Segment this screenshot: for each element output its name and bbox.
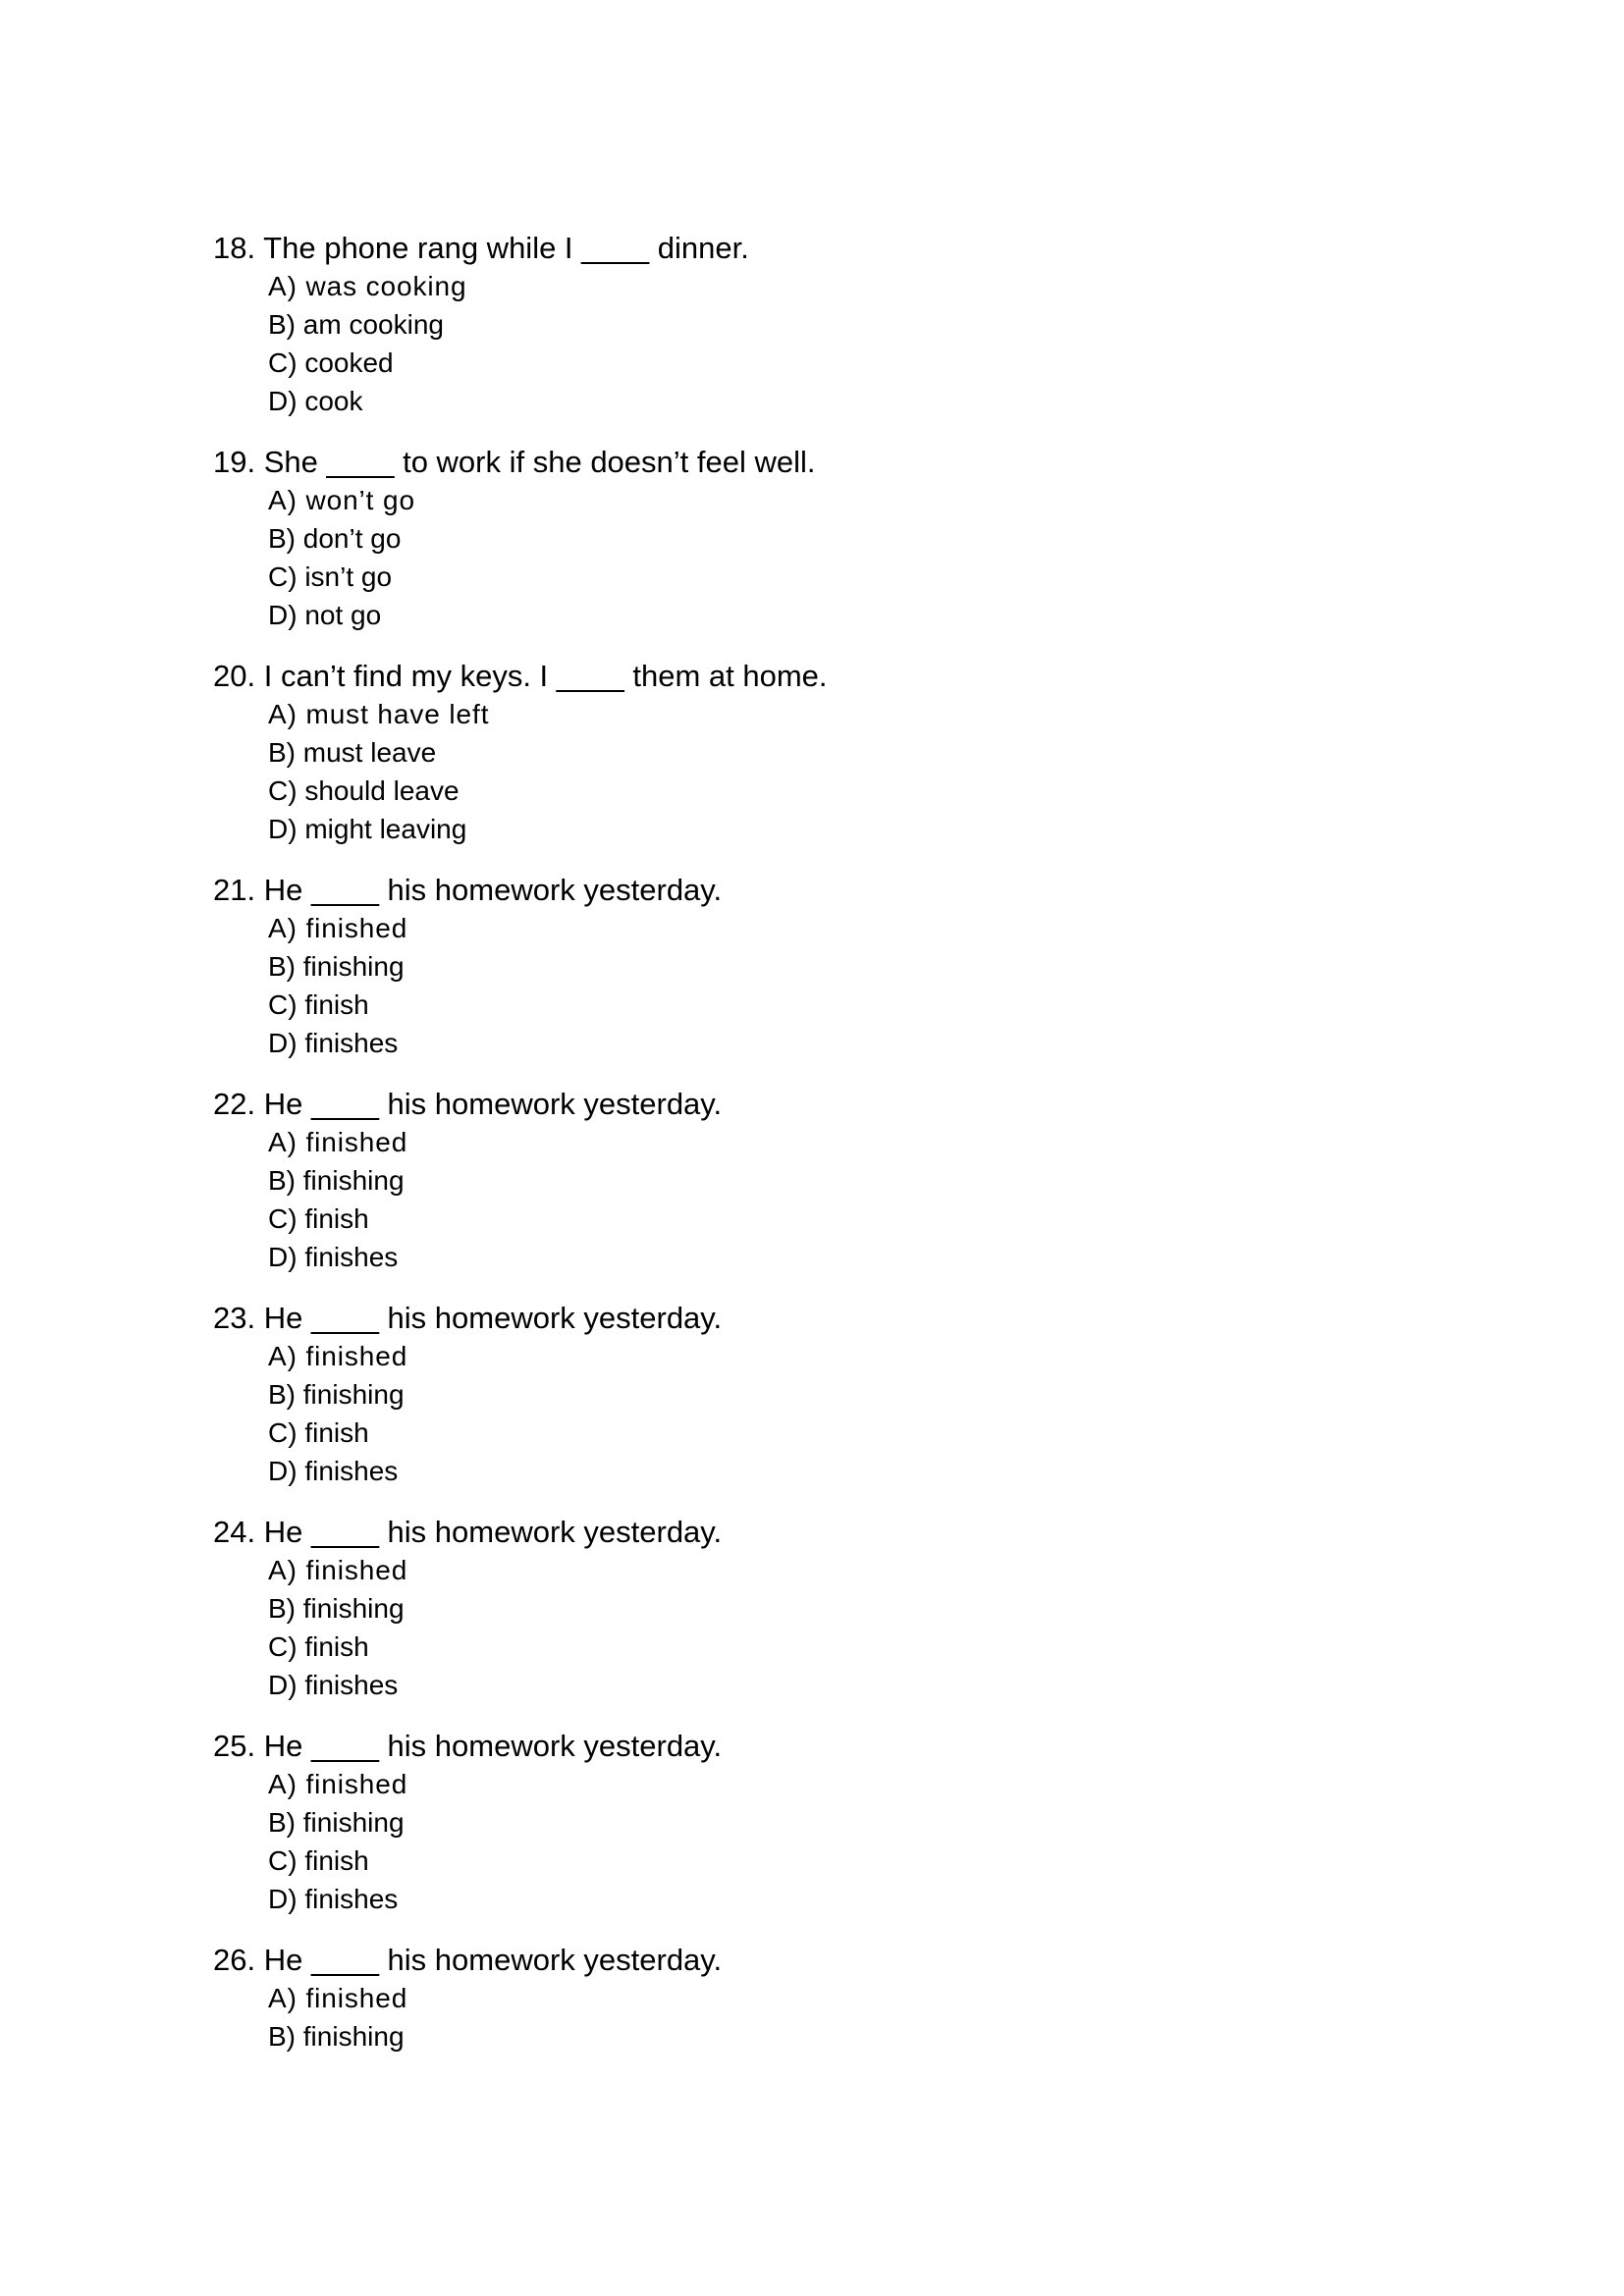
option-b: B) must leave (268, 737, 437, 768)
question-18 (213, 230, 1391, 420)
question-24 (213, 1514, 1391, 1704)
option-b: B) finishing (268, 1165, 405, 1196)
option-c: C) finish (268, 989, 369, 1020)
option-list (213, 695, 1391, 848)
option-d: D) finishes (268, 1242, 399, 1272)
question-22 (213, 1086, 1391, 1276)
option-b: B) am cooking (268, 309, 444, 340)
option-d: D) cook (268, 386, 363, 416)
option-list (213, 267, 1391, 420)
option-a: A) finished (268, 1555, 408, 1585)
question-number: 25. (213, 1729, 256, 1763)
option-d: D) not go (268, 600, 382, 630)
option-c: C) cooked (268, 347, 394, 378)
question-number: 20. (213, 659, 256, 693)
question-text: He ____ his homework yesterday. (263, 873, 723, 907)
question-stem (213, 230, 1391, 267)
option-a: A) finished (268, 913, 408, 943)
question-stem (213, 872, 1391, 909)
option-b: B) finishing (268, 1807, 405, 1838)
question-stem (213, 1086, 1391, 1123)
option-c: C) finish (268, 1417, 369, 1448)
option-a: A) finished (268, 1983, 408, 2013)
option-b: B) finishing (268, 2021, 405, 2052)
question-text: He ____ his homework yesterday. (263, 1943, 723, 1977)
option-c: C) finish (268, 1631, 369, 1662)
question-text: He ____ his homework yesterday. (263, 1087, 723, 1121)
option-list (213, 1337, 1391, 1490)
option-list (213, 1979, 1391, 2056)
question-19 (213, 444, 1391, 634)
question-23 (213, 1300, 1391, 1490)
option-c: C) isn’t go (268, 561, 393, 592)
question-stem (213, 1300, 1391, 1337)
question-number: 26. (213, 1943, 256, 1977)
option-b: B) finishing (268, 951, 405, 982)
question-text: The phone rang while I ____ dinner. (263, 231, 749, 265)
question-21 (213, 872, 1391, 1062)
question-text: He ____ his homework yesterday. (263, 1515, 723, 1549)
question-number: 22. (213, 1087, 256, 1121)
question-number: 19. (213, 445, 256, 479)
option-list (213, 481, 1391, 634)
option-list (213, 1123, 1391, 1276)
option-d: D) might leaving (268, 814, 467, 844)
question-number: 21. (213, 873, 256, 907)
question-text: He ____ his homework yesterday. (263, 1729, 723, 1763)
question-stem (213, 1942, 1391, 1979)
option-a: A) finished (268, 1127, 408, 1157)
option-list (213, 909, 1391, 1062)
option-list (213, 1551, 1391, 1704)
option-d: D) finishes (268, 1456, 399, 1486)
question-20 (213, 658, 1391, 848)
question-number: 23. (213, 1301, 256, 1335)
option-a: A) finished (268, 1341, 408, 1371)
option-d: D) finishes (268, 1670, 399, 1700)
question-stem (213, 1728, 1391, 1765)
question-text: He ____ his homework yesterday. (263, 1301, 723, 1335)
question-number: 18. (213, 231, 256, 265)
option-c: C) finish (268, 1845, 369, 1876)
option-b: B) finishing (268, 1593, 405, 1624)
option-b: B) finishing (268, 1379, 405, 1410)
question-text: I can’t find my keys. I ____ them at home. (263, 659, 828, 693)
question-stem (213, 1514, 1391, 1551)
question-number: 24. (213, 1515, 256, 1549)
option-c: C) finish (268, 1203, 369, 1234)
option-d: D) finishes (268, 1028, 399, 1058)
question-stem (213, 658, 1391, 695)
option-a: A) must have left (268, 699, 490, 729)
option-c: C) should leave (268, 775, 460, 806)
option-a: A) was cooking (268, 271, 467, 301)
question-26 (213, 1942, 1391, 2056)
question-stem (213, 444, 1391, 481)
option-d: D) finishes (268, 1884, 399, 1914)
option-a: A) finished (268, 1769, 408, 1799)
option-a: A) won’t go (268, 485, 415, 515)
question-text: She ____ to work if she doesn’t feel well. (263, 445, 816, 479)
question-25 (213, 1728, 1391, 1918)
option-b: B) don’t go (268, 523, 402, 554)
option-list (213, 1765, 1391, 1918)
